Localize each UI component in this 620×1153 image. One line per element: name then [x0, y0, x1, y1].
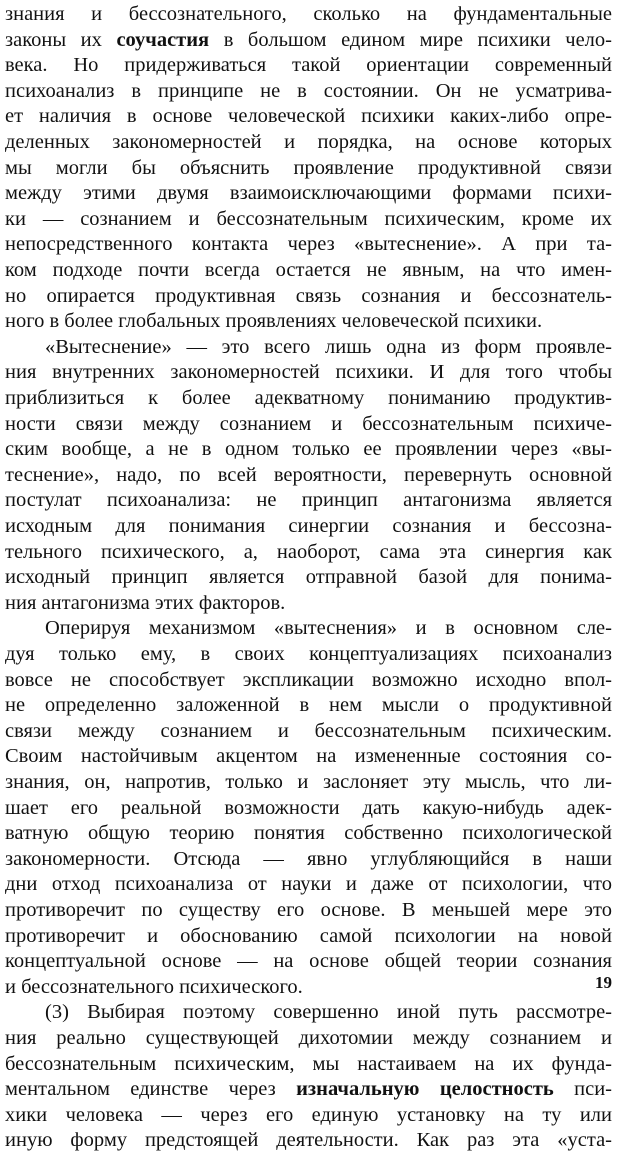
text-segment: исходным для понимания синергии сознания и бессозна-	[5, 515, 612, 537]
text-segment: ским вообще, а не в одном только ее проявлении через «вы-	[5, 438, 612, 461]
text-line	[5, 207, 612, 232]
text-segment: ет наличия в основе человеческой психики каких-либо опре-	[5, 105, 612, 128]
text-line	[5, 1128, 612, 1153]
text-segment: пси-	[553, 1078, 612, 1101]
text-segment: дни отход психоанализа от науки и даже от психологии, что	[5, 873, 612, 896]
text-line	[5, 514, 612, 539]
text-segment: ния антагонизма этих факторов.	[5, 591, 286, 614]
text-segment: ватную общую теорию понятия собственно психологической	[5, 822, 612, 845]
text-segment: знания и бессознательного, сколько на фундаментальные	[5, 3, 612, 25]
text-segment: Оперируя механизмом «вытеснения» и в основном сле-	[45, 617, 612, 640]
text-line	[5, 258, 612, 283]
text-line	[5, 488, 612, 513]
text-line	[5, 796, 612, 821]
text-segment: законы их	[5, 28, 117, 51]
text-line	[5, 181, 612, 206]
text-segment: «Вытеснение» — это всего лишь одна из форм проявле-	[45, 335, 612, 358]
text-segment: века. Но придерживаться такой ориентации современный	[5, 54, 612, 77]
text-segment: дуя только ему, в своих концептуализациях психоанализ	[5, 643, 612, 665]
text-line	[5, 975, 612, 1000]
text-line	[5, 284, 612, 309]
text-line	[45, 616, 612, 641]
text-segment: ния внутренних закономерностей психики. И для того чтобы	[5, 361, 612, 384]
text-line	[5, 28, 612, 53]
text-segment: ния реально существующей дихотомии между сознанием и	[5, 1027, 612, 1049]
text-segment: противоречит по существу его основе. В меньшей мере это	[5, 899, 612, 921]
text-line	[5, 565, 612, 590]
text-line	[5, 463, 612, 488]
text-line	[5, 949, 612, 974]
emphasis-text: изначальную целостность	[296, 1078, 554, 1101]
text-segment: и бессознательного психического.	[5, 975, 303, 998]
text-segment: в большом едином мире психики чело-	[209, 28, 612, 51]
text-segment: ки — сознанием и бессознательным психическим, кроме их	[5, 207, 612, 230]
text-segment: иную форму предстоящей деятельности. Как раз эта «уста-	[5, 1129, 612, 1152]
text-line	[45, 335, 612, 360]
text-segment: мы могли бы объяснить проявление продуктивной связи	[5, 156, 612, 179]
text-segment: исходный принцип является отправной базой для понима-	[5, 566, 612, 589]
text-segment: шает его реальной возможности дать какую-нибудь адек-	[5, 796, 612, 819]
text-segment: ного в более глобальных проявлениях человеческой психики.	[5, 310, 543, 333]
text-segment: непосредственного контакта через «вытеснение». А при та-	[5, 233, 612, 256]
text-segment: Своим настойчивым акцентом на измененные состояния со-	[5, 745, 612, 768]
text-segment: закономерности. Отсюда — явно углубляющийся в наши	[5, 847, 612, 870]
text-segment: не определенно заложенной в нем мысли о продуктивной	[5, 694, 612, 717]
text-segment: между этими двумя взаимоисключающими формами психи-	[5, 182, 612, 205]
text-line	[5, 1077, 612, 1102]
text-line	[5, 156, 612, 181]
text-line	[5, 924, 612, 949]
text-line	[5, 412, 612, 437]
text-segment: вовсе не способствует экспликации возможно исходно впол-	[5, 668, 612, 691]
text-segment: бессознательным психическим, мы настаиваем на их фунда-	[5, 1052, 612, 1075]
text-segment: постулат психоанализа: не принцип антагонизма является	[5, 489, 612, 512]
text-segment: противоречит и обоснованию самой психологии на новой	[5, 924, 612, 947]
text-segment: психоанализ в принципе не в состоянии. Он не усматрива-	[5, 79, 612, 102]
text-line	[5, 79, 612, 104]
text-line	[5, 1103, 612, 1128]
text-segment: деленных закономерностей и порядка, на основе которых	[5, 131, 612, 153]
emphasis-text: соучастия	[116, 28, 210, 51]
text-segment: (3) Выбирая поэтому совершенно иной путь рассмотре-	[45, 1001, 612, 1024]
text-line	[5, 770, 612, 795]
text-line	[5, 1026, 612, 1051]
text-line	[5, 898, 612, 923]
text-line	[5, 232, 612, 257]
text-line	[5, 693, 612, 718]
text-segment: хики человека — через его единую установку на ту или	[5, 1103, 612, 1126]
text-line	[5, 540, 612, 565]
text-line	[5, 872, 612, 897]
page-number: 19	[595, 973, 612, 992]
text-line	[5, 847, 612, 872]
text-segment: ментальном единстве через	[5, 1078, 297, 1101]
text-line	[5, 2, 612, 27]
text-line	[5, 1052, 612, 1077]
text-line	[5, 821, 612, 846]
text-line	[5, 719, 612, 744]
text-segment: теснение», надо, по всей вероятности, перевернуть основной	[5, 463, 612, 486]
text-segment: знания, он, напротив, только и заслоняет эту мысль, что ли-	[5, 771, 612, 793]
text-line	[5, 104, 612, 129]
text-line	[5, 668, 612, 693]
text-segment: но опирается продуктивная связь сознания и бессознатель-	[5, 284, 612, 307]
text-line	[45, 1000, 612, 1025]
text-segment: тельного психического, а, наоборот, сама эта синергия как	[5, 540, 612, 563]
text-segment: концептуальной основе — на основе общей теории сознания	[5, 950, 612, 973]
text-line	[5, 309, 612, 334]
text-line	[5, 591, 612, 616]
text-line	[5, 360, 612, 385]
text-segment: связи между сознанием и бессознательным психическим.	[5, 719, 612, 742]
text-line	[5, 53, 612, 78]
text-line	[5, 386, 612, 411]
text-line	[5, 744, 612, 769]
text-line	[5, 130, 612, 155]
text-segment: ком подходе почти всегда остается не явным, на что имен-	[5, 259, 612, 281]
text-line	[5, 642, 612, 667]
text-segment: приблизиться к более адекватному пониманию продуктив-	[5, 387, 612, 409]
text-segment: ности связи между сознанием и бессознательным психиче-	[5, 412, 612, 435]
text-line	[5, 437, 612, 462]
